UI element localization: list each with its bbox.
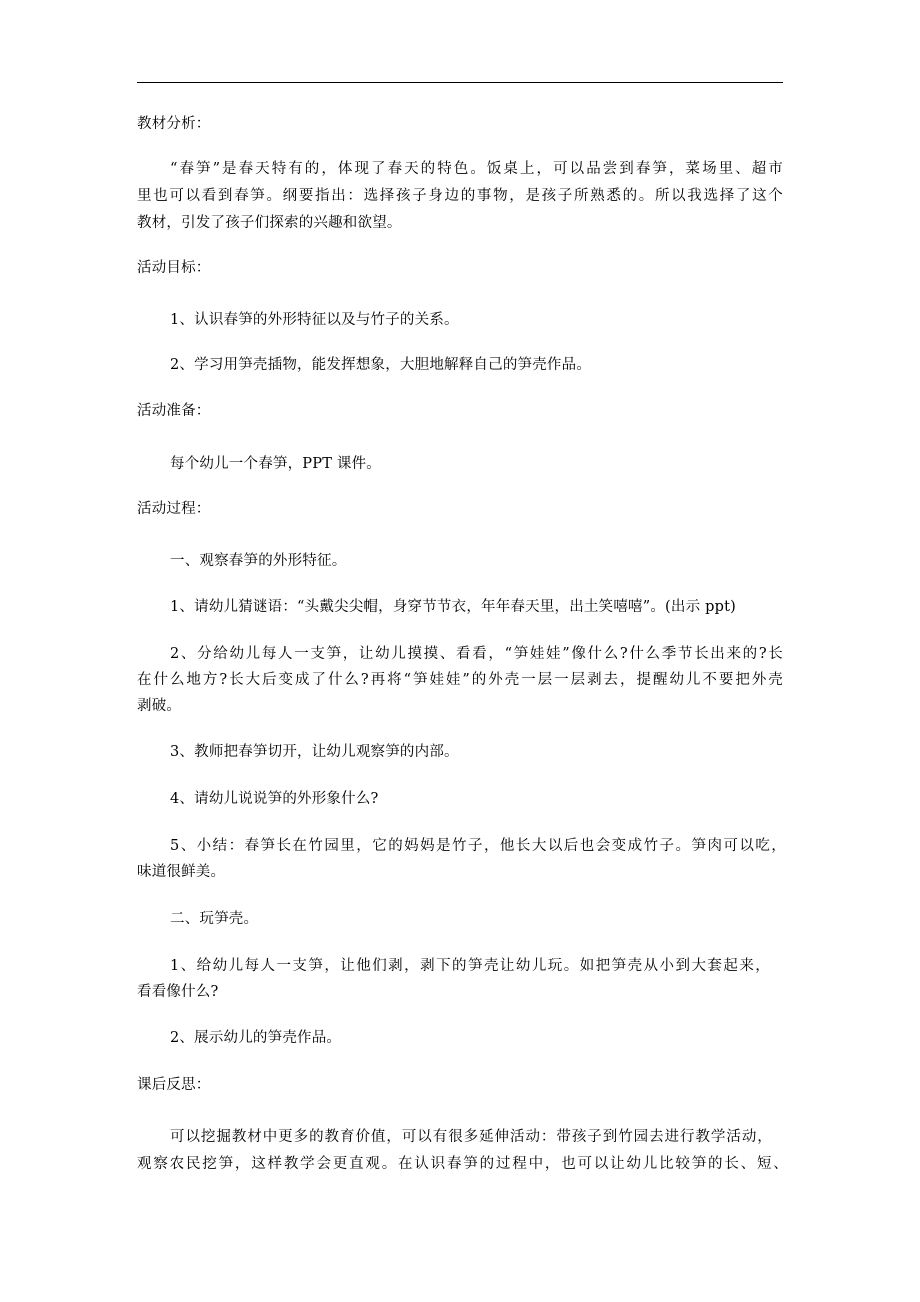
section-heading-preparation: 活动准备：: [137, 403, 211, 419]
subheading: 一、观察春笋的外形特征。: [170, 553, 347, 569]
paragraph-line: 每个幼儿一个春笋，PPT 课件。: [170, 456, 381, 472]
list-item: 2、学习用笋壳插物，能发挥想象，大胆地解释自己的笋壳作品。: [170, 357, 592, 373]
list-item: 1、请幼儿猜谜语：“头戴尖尖帽，身穿节节衣，年年春天里，出土笑嘻嘻”。(出示 ppt): [170, 599, 736, 615]
list-item-continuation: 味道很鲜美。: [137, 864, 226, 880]
subheading: 二、玩笋壳。: [170, 911, 259, 927]
list-item: 2、展示幼儿的笋壳作品。: [170, 1030, 342, 1046]
paragraph-line: 观察农民挖笋，这样教学会更直观。在认识春笋的过程中，也可以让幼儿比较笋的长、短、: [137, 1156, 788, 1172]
section-heading-goals: 活动目标：: [137, 260, 211, 276]
list-item: 1、给幼儿每人一支笋，让他们剥，剥下的笋壳让幼儿玩。如把笋壳从小到大套起来，: [170, 958, 770, 974]
list-item: 1、认识春笋的外形特征以及与竹子的关系。: [170, 312, 459, 328]
paragraph-line: 里也可以看到春笋。纲要指出：选择孩子身边的事物，是孩子所熟悉的。所以我选择了这个: [137, 188, 783, 204]
list-item: 4、请幼儿说说笋的外形象什么?: [170, 791, 379, 807]
section-heading-analysis: 教材分析：: [137, 116, 211, 132]
list-item-continuation: 看看像什么?: [137, 984, 219, 1000]
header-rule: [137, 82, 783, 83]
list-item-continuation: 在什么地方?长大后变成了什么?再将“笋娃娃”的外壳一层一层剥去，提醒幼儿不要把外壳: [137, 672, 783, 688]
list-item: 5、小结：春笋长在竹园里，它的妈妈是竹子，他长大以后也会变成竹子。笋肉可以吃，: [170, 838, 786, 854]
paragraph-line: 教材，引发了孩子们探索的兴趣和欲望。: [137, 215, 402, 231]
section-heading-process: 活动过程：: [137, 501, 211, 517]
list-item: 3、教师把春笋切开，让幼儿观察笋的内部。: [170, 744, 459, 760]
paragraph-line: 可以挖掘教材中更多的教育价值，可以有很多延伸活动：带孩子到竹园去进行教学活动，: [170, 1129, 772, 1145]
list-item-continuation: 剥破。: [137, 698, 182, 714]
list-item: 2、分给幼儿每人一支笋，让幼儿摸摸、看看，“笋娃娃”像什么?什么季节长出来的?长: [170, 646, 783, 662]
paragraph-line: “春笋”是春天特有的，体现了春天的特色。饭桌上，可以品尝到春笋，菜场里、超市: [170, 161, 783, 177]
section-heading-reflection: 课后反思：: [137, 1077, 211, 1093]
